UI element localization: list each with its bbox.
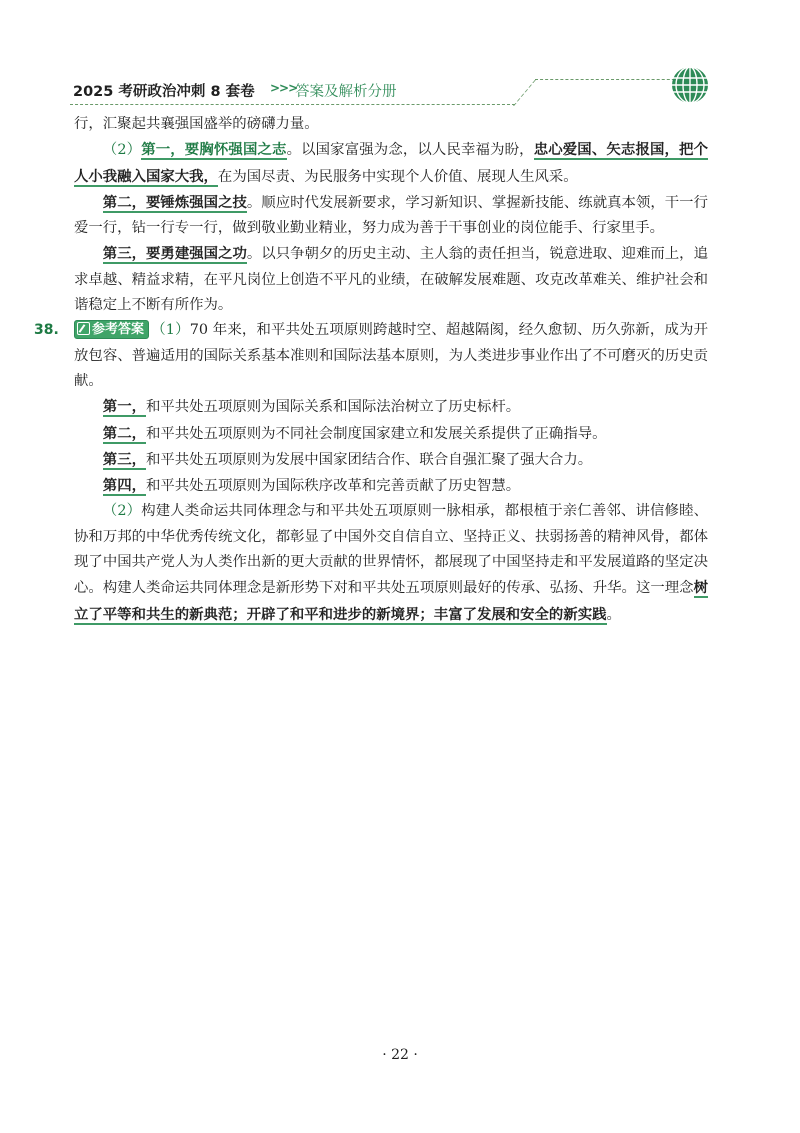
point-first (74, 394, 708, 420)
paragraph-text: 在为国尽责、为民服务中实现个人价值、展现人生风采。 (217, 168, 578, 185)
header-divider (70, 104, 515, 105)
header-divider-top (535, 79, 685, 80)
key-point-highlight: 第四， (102, 477, 146, 495)
paragraph-part2 (74, 137, 708, 190)
key-point-highlight: 忠心爱国、矢志报国，把个人小我融入国家大我， (74, 141, 708, 185)
paragraph-text: 70 年来，和平共处五项原则跨越时空、超越隔阂，经久愈韧、历久弥新，成为开放包容、普遍适用的国际关系基本准则和国际法基本原则，为人类进步事业作出了不可磨灭的历史贡献。 (74, 322, 709, 389)
point-fourth (74, 473, 708, 499)
paragraph-continuation (74, 112, 708, 137)
reference-answer-badge (74, 320, 149, 339)
paragraph-text: 和平共处五项原则为发展中国家团结合作、联合自强汇聚了强大合力。 (145, 451, 593, 468)
globe-icon (670, 65, 710, 105)
key-point-highlight: 丰富了发展和安全的新实践 (433, 605, 607, 623)
key-point-highlight: 树立了平等和共生的新典范； (74, 579, 708, 623)
key-point-highlight: 开辟了和平和进步的新境界； (246, 605, 434, 623)
question-38-answer (34, 318, 709, 394)
paragraph-part2-answer (74, 499, 708, 627)
header-divider-slant (513, 80, 537, 106)
part-number: （2） (102, 503, 142, 520)
key-point-highlight: 第三， (102, 450, 146, 468)
paragraph-text: 和平共处五项原则为不同社会制度国家建立和发展关系提供了正确指导。 (145, 425, 607, 442)
point-third (74, 447, 708, 473)
key-point-highlight: 第一，要胸怀强国之志 (141, 141, 287, 159)
paragraph-text: 。 (606, 606, 621, 623)
key-point-highlight: 第二， (102, 424, 146, 442)
answer-content (34, 112, 709, 628)
paragraph-text: 。顺应时代发展新要求，学习新知识、掌握新技能、练就真本领，干一行爱一行，钻一行专一行，做到敬业勤业精业，努力成为善于干事创业的岗位能手、行家里手。 (74, 194, 708, 237)
book-title: 2025 考研政治冲刺 8 套卷 (73, 84, 255, 100)
point-second (74, 421, 708, 447)
section-subtitle: 答案及解析分册 (295, 84, 397, 100)
key-point-highlight: 第二，要锤炼强国之技 (102, 193, 247, 211)
paragraph-text: 行，汇聚起共襄强国盛举的磅礴力量。 (74, 116, 319, 132)
part-number: （1） (151, 322, 190, 339)
paragraph-second (74, 190, 708, 242)
page-header (70, 74, 710, 108)
paragraph-text: 构建人类命运共同体理念与和平共处五项原则一脉相承，都根植于亲仁善邻、讲信修睦、协和万邦的中华优秀传统文化，都彰显了中国外交自信自立、坚持正义、扶弱扬善的精神风骨，都体现了中国共产党人为人类作出新的更大贡献的世界情怀，都展现了中国坚持走和平发展道路的坚定决心。构建人类命运共同体理念是新形势下对和平共处五项原则最好的传承、弘扬、升华。这一理念 (74, 503, 709, 597)
paragraph-text: 。以国家富强为念，以人民幸福为盼， (286, 142, 534, 159)
page-number: · 22 · (382, 1047, 418, 1063)
key-point-highlight: 第一， (102, 398, 146, 416)
part-number: （2） (102, 142, 142, 159)
paragraph-text: 和平共处五项原则为国际关系和国际法治树立了历史标杆。 (145, 399, 521, 416)
pencil-icon (77, 322, 90, 335)
badge-label: 参考答案 (92, 322, 145, 338)
paragraph-third (74, 241, 708, 318)
question-number: 38. (34, 322, 59, 339)
paragraph-text: 。以只争朝夕的历史主动、主人翁的责任担当，锐意进取、迎难而上，追求卓越、精益求精，在平凡岗位上创造不平凡的业绩，在破解发展难题、攻克改革难关、维护社会和谐稳定上不断有所作为。 (74, 246, 708, 314)
header-arrows-icon: >>> (270, 81, 298, 95)
key-point-highlight: 第三，要勇建强国之功 (102, 245, 247, 263)
paragraph-text: 和平共处五项原则为国际秩序改革和完善贡献了历史智慧。 (145, 478, 521, 495)
